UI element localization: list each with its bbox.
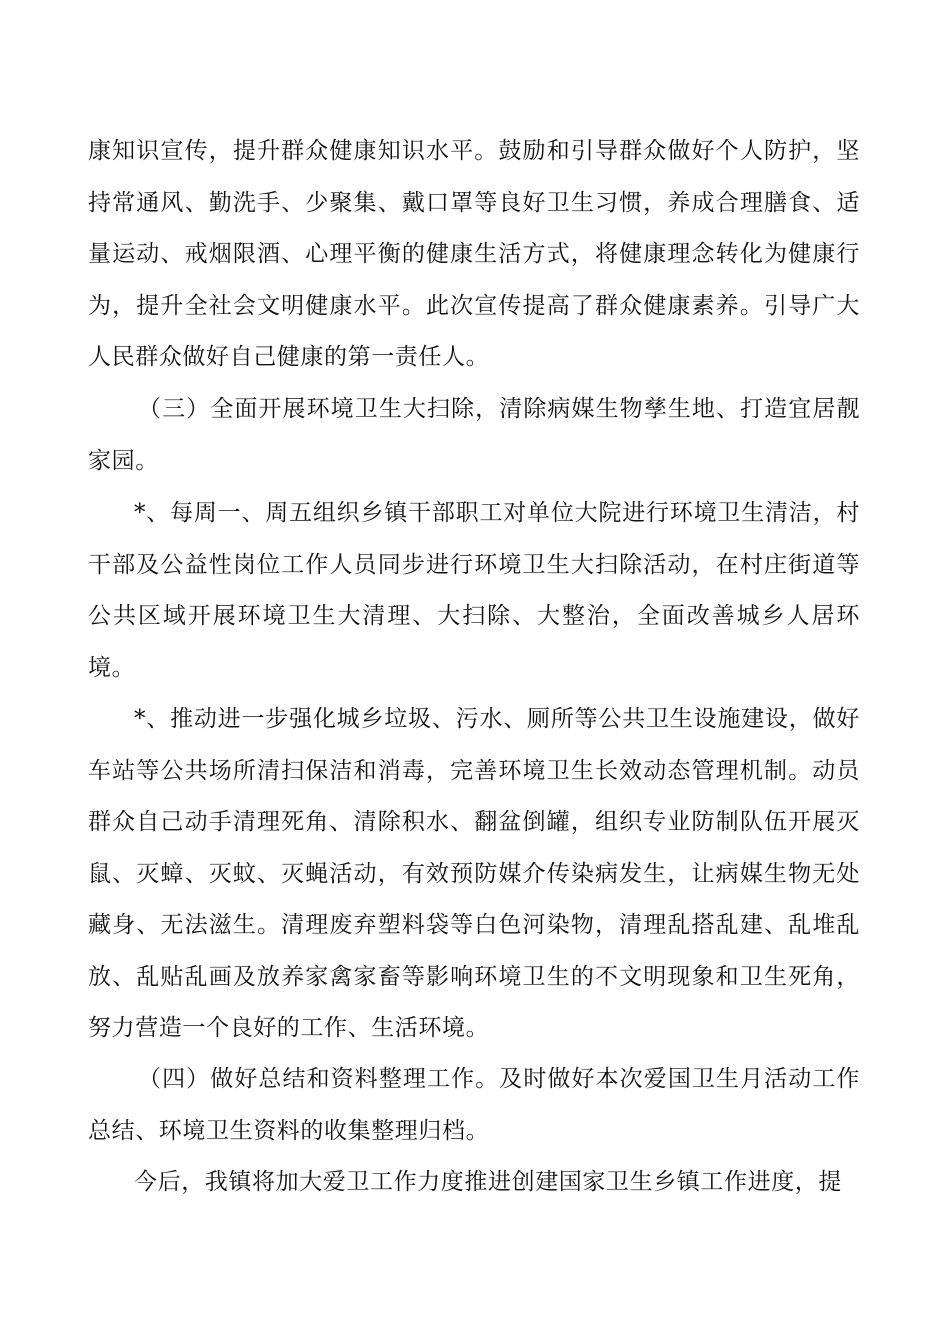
paragraph-weekly-cleaning: *、每周一、周五组织乡镇干部职工对单位大院进行环境卫生清洁，村干部及公益性岗位工作人员同步进行环境卫生大扫除活动，在村庄街道等公共区域开展环境卫生大清理、大扫除、大整治，全面改善城乡人居环境。 bbox=[88, 500, 860, 681]
paragraph-section-three-heading: （三）全面开展环境卫生大扫除，清除病媒生物孳生地、打造宜居靓家园。 bbox=[88, 396, 860, 474]
paragraph-public-facilities: *、推动进一步强化城乡垃圾、污水、厕所等公共卫生设施建设，做好车站等公共场所清扫保洁和消毒，完善环境卫生长效动态管理机制。动员群众自己动手清理死角、清除积水、翻盆倒罐，组织专业防制队伍开展灭鼠、灭蟑、灭蚊、灭蝇活动，有效预防媒介传染病发生，让病媒生物无处藏身、无法滋生。清理废弃塑料袋等白色河染物，清理乱搭乱建、乱堆乱放、乱贴乱画及放养家禽家畜等影响环境卫生的不文明现象和卫生死角，努力营造一个良好的工作、生活环境。 bbox=[88, 706, 860, 1041]
paragraph-section-four-summary: （四）做好总结和资料整理工作。及时做好本次爱国卫生月活动工作总结、环境卫生资料的收集整理归档。 bbox=[88, 1066, 860, 1144]
paragraph-future-plan: 今后，我镇将加大爱卫工作力度推进创建国家卫生乡镇工作进度，提 bbox=[134, 1169, 842, 1195]
paragraph-health-promotion: 康知识宣传，提升群众健康知识水平。鼓励和引导群众做好个人防护，坚持常通风、勤洗手、少聚集、戴口罩等良好卫生习惯，养成合理膳食、适量运动、戒烟限酒、心理平衡的健康生活方式，将健康理念转化为健康行为，提升全社会文明健康水平。此次宣传提高了群众健康素养。引导广大人民群众做好自己健康的第一责任人。 bbox=[88, 138, 860, 370]
